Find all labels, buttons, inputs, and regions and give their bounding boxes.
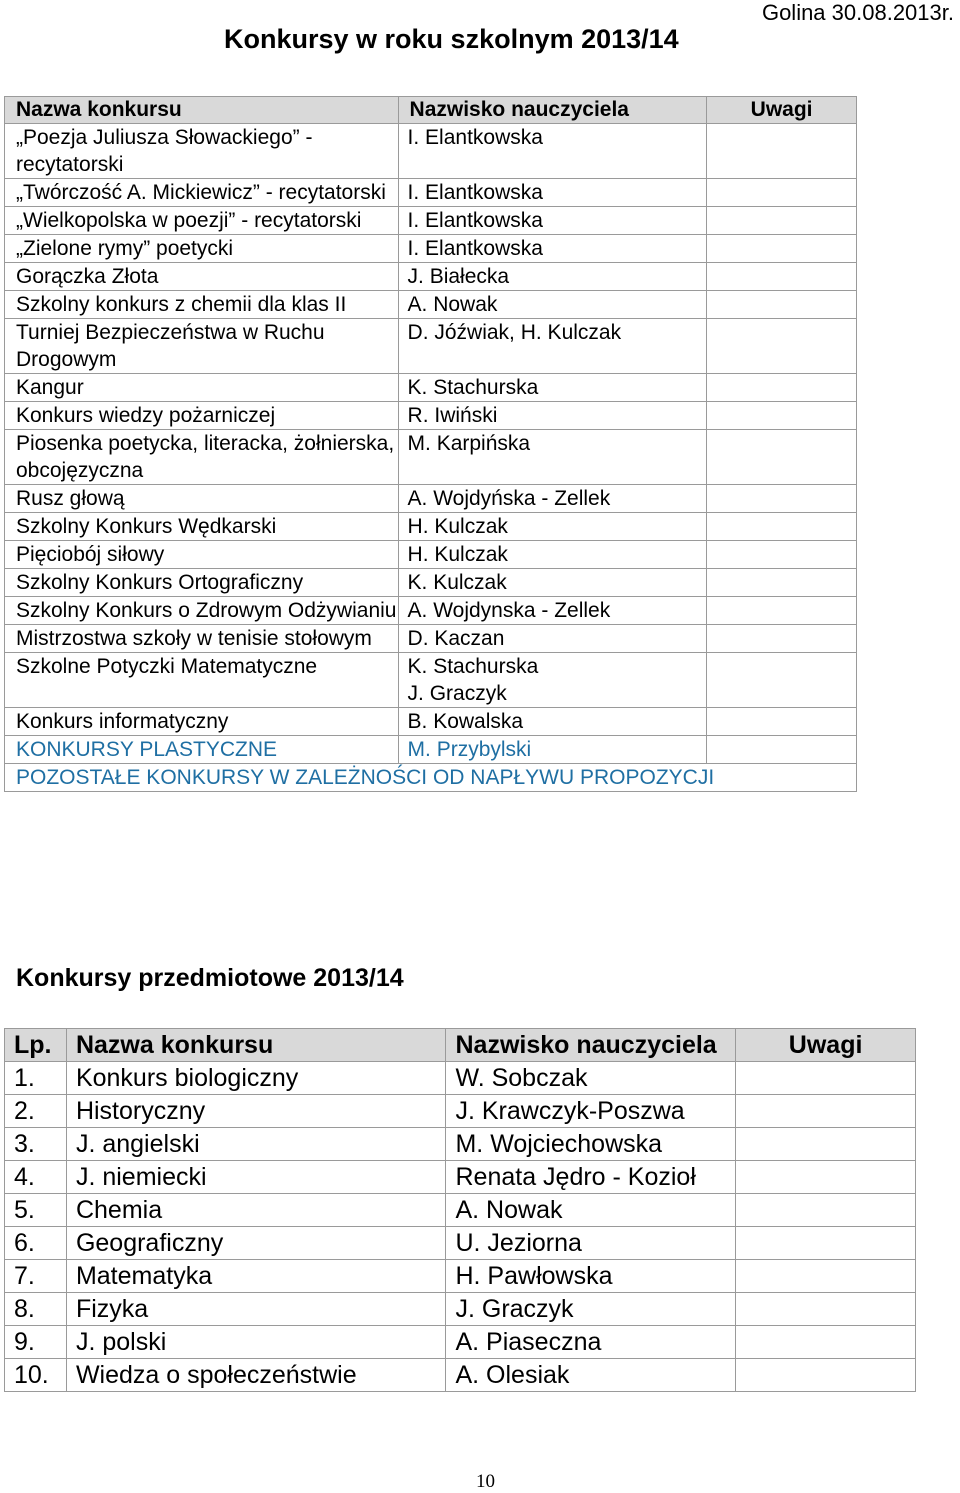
- teacher-cell: A. Olesiak: [446, 1359, 736, 1392]
- contest-name-cell: Matematyka: [66, 1260, 446, 1293]
- contest-name-cell: Fizyka: [66, 1293, 446, 1326]
- teacher-cell: H. Kulczak: [398, 541, 707, 569]
- table-header-row: [5, 1029, 916, 1062]
- contests-table: [4, 96, 857, 792]
- table-row: [5, 597, 857, 625]
- lp-cell: 8.: [5, 1293, 67, 1326]
- contest-name-cell: „Twórczość A. Mickiewicz” - recytatorski: [5, 179, 399, 207]
- notes-cell: [736, 1227, 916, 1260]
- header-teacher: Nazwisko nauczyciela: [398, 97, 707, 124]
- table-row: [5, 1326, 916, 1359]
- document-date: Golina 30.08.2013r.: [761, 0, 954, 25]
- notes-cell: [736, 1062, 916, 1095]
- table-row: [5, 1227, 916, 1260]
- table-row: [5, 402, 857, 430]
- teacher-cell: J. Białecka: [398, 263, 707, 291]
- header-contest-name: Nazwa konkursu: [5, 97, 399, 124]
- notes-cell: [736, 1095, 916, 1128]
- teacher-cell: K. Stachurska J. Graczyk: [398, 653, 707, 708]
- teacher-cell: H. Kulczak: [398, 513, 707, 541]
- notes-cell: [736, 1326, 916, 1359]
- teacher-cell: J. Krawczyk-Poszwa: [446, 1095, 736, 1128]
- teacher-cell: A. Nowak: [446, 1194, 736, 1227]
- table-row: [5, 1293, 916, 1326]
- contest-name-cell: Geograficzny: [66, 1227, 446, 1260]
- notes-cell: [736, 1161, 916, 1194]
- header-notes: Uwagi: [707, 97, 857, 124]
- teacher-cell: I. Elantkowska: [398, 124, 707, 179]
- contest-name-cell: Konkurs biologiczny: [66, 1062, 446, 1095]
- contest-name-cell: Piosenka poetycka, literacka, żołnierska, obcojęzyczna: [5, 430, 399, 485]
- teacher-cell: I. Elantkowska: [398, 179, 707, 207]
- header-teacher: Nazwisko nauczyciela: [446, 1029, 736, 1062]
- contest-name-cell: J. niemiecki: [66, 1161, 446, 1194]
- notes-cell: [707, 569, 857, 597]
- notes-cell: [736, 1194, 916, 1227]
- notes-cell: [707, 374, 857, 402]
- teacher-cell: M. Karpińska: [398, 430, 707, 485]
- table-row: [5, 374, 857, 402]
- teacher-cell: I. Elantkowska: [398, 207, 707, 235]
- notes-cell: [707, 124, 857, 179]
- contest-name-cell: Kangur: [5, 374, 399, 402]
- teacher-cell: U. Jeziorna: [446, 1227, 736, 1260]
- table-row: [5, 1194, 916, 1227]
- contest-name-cell: J. angielski: [66, 1128, 446, 1161]
- teacher-cell: K. Kulczak: [398, 569, 707, 597]
- notes-cell: [736, 1293, 916, 1326]
- contest-name-cell: „Poezja Juliusza Słowackiego” - recytatorski: [5, 124, 399, 179]
- lp-cell: 1.: [5, 1062, 67, 1095]
- table-row: [5, 124, 857, 179]
- table-row: [5, 263, 857, 291]
- teacher-cell: M. Przybylski: [398, 736, 707, 764]
- contest-name-cell: Gorączka Złota: [5, 263, 399, 291]
- page-number: 10: [476, 1471, 495, 1492]
- contest-name-cell: Szkolny konkurs z chemii dla klas II: [5, 291, 399, 319]
- table-row: [5, 513, 857, 541]
- teacher-cell: H. Pawłowska: [446, 1260, 736, 1293]
- teacher-cell: B. Kowalska: [398, 708, 707, 736]
- header-notes: Uwagi: [736, 1029, 916, 1062]
- teacher-cell: A. Piaseczna: [446, 1326, 736, 1359]
- notes-cell: [707, 485, 857, 513]
- notes-cell: [707, 235, 857, 263]
- notes-cell: [707, 597, 857, 625]
- notes-cell: [707, 653, 857, 708]
- table-row: [5, 569, 857, 597]
- footer-note: POZOSTAŁE KONKURSY W ZALEŻNOŚCI OD NAPŁYWU PROPOZYCJI: [5, 764, 857, 792]
- table-row: [5, 319, 857, 374]
- notes-cell: [707, 541, 857, 569]
- table-row: [5, 1260, 916, 1293]
- contest-name-cell: Pięciobój siłowy: [5, 541, 399, 569]
- notes-cell: [707, 708, 857, 736]
- table-row: [5, 291, 857, 319]
- table-row: [5, 235, 857, 263]
- header-lp: Lp.: [5, 1029, 67, 1062]
- contest-name-cell: Turniej Bezpieczeństwa w Ruchu Drogowym: [5, 319, 399, 374]
- table-row: [5, 1161, 916, 1194]
- notes-cell: [707, 402, 857, 430]
- notes-cell: [707, 513, 857, 541]
- teacher-cell: K. Stachurska: [398, 374, 707, 402]
- teacher-cell: D. Jóźwiak, H. Kulczak: [398, 319, 707, 374]
- table-row: [5, 1062, 916, 1095]
- teacher-cell: M. Wojciechowska: [446, 1128, 736, 1161]
- teacher-cell: J. Graczyk: [446, 1293, 736, 1326]
- teacher-cell: D. Kaczan: [398, 625, 707, 653]
- contest-name-cell: „Zielone rymy” poetycki: [5, 235, 399, 263]
- lp-cell: 7.: [5, 1260, 67, 1293]
- notes-cell: [736, 1128, 916, 1161]
- table-row: [5, 1359, 916, 1392]
- lp-cell: 5.: [5, 1194, 67, 1227]
- contest-name-cell: Wiedza o społeczeństwie: [66, 1359, 446, 1392]
- notes-cell: [707, 291, 857, 319]
- table-header-row: [5, 97, 857, 124]
- subject-contests-table: [4, 1028, 916, 1392]
- table-row: [5, 1095, 916, 1128]
- notes-cell: [707, 207, 857, 235]
- teacher-cell: I. Elantkowska: [398, 235, 707, 263]
- table-row: [5, 541, 857, 569]
- table-row: [5, 736, 857, 764]
- contest-name-cell: Historyczny: [66, 1095, 446, 1128]
- header-contest-name: Nazwa konkursu: [66, 1029, 446, 1062]
- teacher-cell: Renata Jędro - Kozioł: [446, 1161, 736, 1194]
- table-footer-row: [5, 764, 857, 792]
- notes-cell: [707, 319, 857, 374]
- teacher-cell: A. Nowak: [398, 291, 707, 319]
- notes-cell: [707, 625, 857, 653]
- teacher-cell: A. Wojdyńska - Zellek: [398, 485, 707, 513]
- notes-cell: [707, 430, 857, 485]
- notes-cell: [736, 1359, 916, 1392]
- contest-name-cell: Konkurs informatyczny: [5, 708, 399, 736]
- table-row: [5, 207, 857, 235]
- contest-name-cell: J. polski: [66, 1326, 446, 1359]
- notes-cell: [707, 263, 857, 291]
- lp-cell: 6.: [5, 1227, 67, 1260]
- table-row: [5, 625, 857, 653]
- lp-cell: 4.: [5, 1161, 67, 1194]
- table-row: [5, 1128, 916, 1161]
- notes-cell: [707, 736, 857, 764]
- teacher-cell: A. Wojdynska - Zellek: [398, 597, 707, 625]
- contest-name-cell: Chemia: [66, 1194, 446, 1227]
- page-title: Konkursy w roku szkolnym 2013/14: [224, 24, 679, 54]
- table-row: [5, 179, 857, 207]
- contest-name-cell: Rusz głową: [5, 485, 399, 513]
- contest-name-cell: Konkurs wiedzy pożarniczej: [5, 402, 399, 430]
- teacher-cell: R. Iwiński: [398, 402, 707, 430]
- contest-name-cell: „Wielkopolska w poezji” - recytatorski: [5, 207, 399, 235]
- contest-name-cell: Szkolny Konkurs Wędkarski: [5, 513, 399, 541]
- section-title: Konkursy przedmiotowe 2013/14: [16, 964, 404, 992]
- table-row: [5, 430, 857, 485]
- contest-name-cell: Mistrzostwa szkoły w tenisie stołowym: [5, 625, 399, 653]
- table-row: [5, 708, 857, 736]
- notes-cell: [707, 179, 857, 207]
- lp-cell: 3.: [5, 1128, 67, 1161]
- contest-name-cell: Szkolny Konkurs o Zdrowym Odżywianiu: [5, 597, 399, 625]
- notes-cell: [736, 1260, 916, 1293]
- table-row: [5, 485, 857, 513]
- lp-cell: 9.: [5, 1326, 67, 1359]
- table-row: [5, 653, 857, 708]
- contest-name-cell: Szkolne Potyczki Matematyczne: [5, 653, 399, 708]
- contest-name-cell: Szkolny Konkurs Ortograficzny: [5, 569, 399, 597]
- lp-cell: 10.: [5, 1359, 67, 1392]
- contest-name-cell: KONKURSY PLASTYCZNE: [5, 736, 399, 764]
- lp-cell: 2.: [5, 1095, 67, 1128]
- teacher-cell: W. Sobczak: [446, 1062, 736, 1095]
